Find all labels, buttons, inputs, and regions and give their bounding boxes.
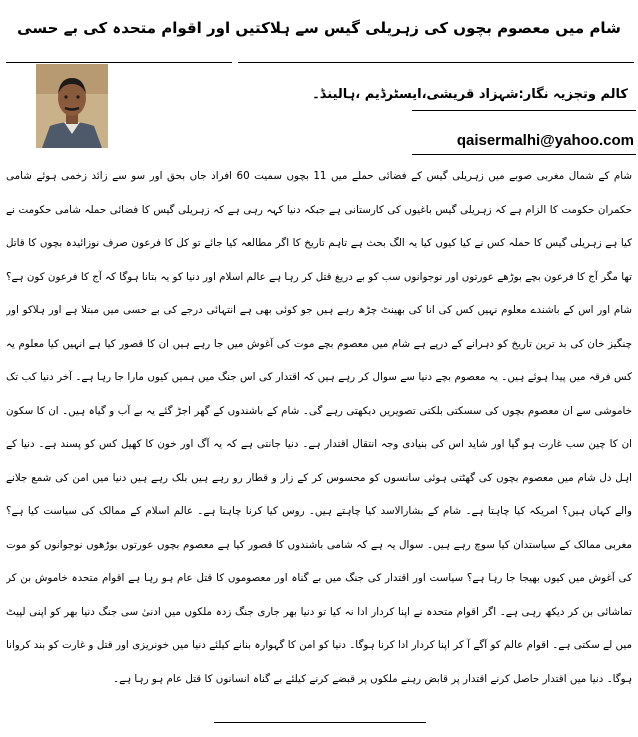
- end-divider: [214, 722, 426, 723]
- article-byline: کالم وتجزیہ نگار:شہزاد قریشی،ایسٹرڈیم ،ہالینڈ۔: [312, 87, 628, 102]
- byline-divider: [412, 110, 636, 111]
- author-email[interactable]: qaisermalhi@yahoo.com: [456, 132, 634, 149]
- top-divider-right: [238, 62, 634, 63]
- top-divider: [6, 62, 232, 63]
- article-body: [6, 160, 632, 705]
- author-portrait-icon: [36, 64, 108, 148]
- email-underline: [412, 154, 636, 155]
- author-photo: [36, 64, 108, 148]
- article-headline: شام میں معصوم بچوں کی زہریلی گیس سے ہلاکتیں اور اقوام متحدہ کی بے حسی: [17, 19, 621, 37]
- article-body-paragraph: شام کے شمال مغربی صوبے میں زہریلی گیس کے فضائی حملے میں 11 بچوں سمیت 60 افراد جاں بحق اور سو سے زائد زخمی ہوئے شامی حکمران حکومت کا الزام ہے کہ زہریلی گیس باغیوں کی کارستانی ہے جبکہ دنیا کہہ رہی ہے کہ زہریلی گیس کا فضائی حملہ شامی حکومت نے کیا ہے زہریلی گیس کا حملہ کس نے کیا کیوں کیا یہ الگ بحث ہے تاہم تاریخ کا اگر مطالعہ کیا جائے تو کل کا فرعون صرف نوزائیدہ بچوں کا قاتل تھا مگر آج کا فرعون بچے بوڑھے عورتوں اور نوجوانوں سب کو بے دریغ قتل کر رہا ہے عالم اسلام اور دنیا کو یہ بتانا ہوگا کہ آج کا فرعون کون ہے؟ شام اور اس کے باشندے معلوم نہیں کس کی انا کی بھینٹ چڑھ رہے ہیں جو کوئی بھی ہے انتہائی درجے کی بے حسی میں مبتلا ہے اور ہلاکو اور چنگیز خان کی بد ترین تاریخ کو دہرانے کے درپے ہے شام میں معصوم بچے موت کی آغوش میں جا رہے ہیں ان کا قصور کیا ہے انہیں کیا معلوم یہ کس فرقہ میں پیدا ہوئے ہیں۔ یہ معصوم بچے دنیا سے سوال کر رہے ہیں کہ اقتدار کی اس جنگ میں ہمیں کیوں مارا جا رہا ہے۔ آخر دنیا کب تک خاموشی سے ان معصوم بچوں کی سسکتی بلکتی تصویریں دیکھتی رہے گی۔ شام کے باشندوں کے گھر اجڑ گئے یہ بے آب و گیاہ ہیں۔ ان کا سکون ان کا چین سب غارت ہو گیا اور شاید اس کی بنیادی وجہ انتقال اقتدار ہے۔ دنیا جانتی ہے کہ یہ آگ اور خون کا کھیل کس کو پسند ہے۔ دنیا کے اہل دل شام میں معصوم بچوں کی گھٹتی ہوئی سانسوں کو محسوس کر کے زار و قطار رو رہے ہیں بلک رہے ہیں دنیا میں امن کی شمع جلانے والے کہاں ہیں؟ امریکہ کیا چاہتا ہے۔ شام کے بشارالاسد کیا چاہتے ہیں۔ روس کیا کرنا چاہتا ہے۔ عالم اسلام کے ممالک کی سیاست کیا ہے؟ مغربی ممالک کے سیاستدان کیا سوچ رہے ہیں۔ سوال یہ ہے کہ شامی باشندوں کا قصور کیا ہے معصوم بچوں عورتوں بوڑھوں نوجوانوں کو موت کی آغوش میں کیوں بھیجا جا رہا ہے؟ سیاست اور اقتدار کی جنگ میں بے گناہ اور معصوموں کا قتل عام ہو رہا ہے اقوام متحدہ خاموش بن کر تماشائی بن کر دیکھ رہی ہے۔ اگر اقوام متحدہ نے اپنا کردار ادا نہ کیا تو دنیا بھر جاری جنگ زدہ ملکوں میں ادنیٰ سی جنگ دنیا بھر کو اپنی لپیٹ میں لے سکتی ہے۔ اقوام عالم کو آگے آ کر اپنا کردار ادا کرنا ہوگا۔ دنیا کو امن کا گہوارہ بنانے کیلئے دنیا میں خونریزی اور قتل و غارت کو بند کروانا ہوگا۔ دنیا میں اقتدار حاصل کرنے اقتدار پر قابض رہنے ملکوں پر قبضے کرنے کیلئے بے گناہ انسانوں کا قتل عام ہو رہا ہے۔: [6, 170, 632, 685]
